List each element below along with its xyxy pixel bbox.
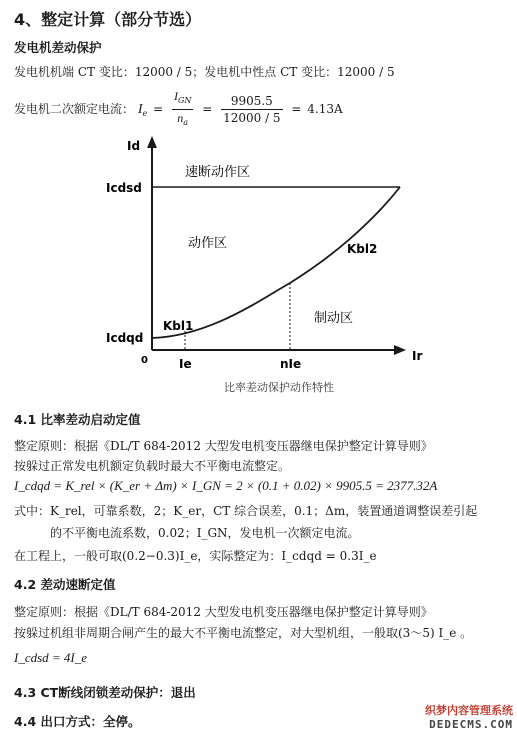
fraction-numeric — [221, 93, 282, 126]
fraction-symbolic — [172, 88, 193, 131]
ct-ratio-line: 发电机机端 CT 变比：12000 / 5；发电机中性点 CT 变比：12000 / 5 — [14, 65, 395, 79]
section-4-1-title: 4.1 比率差动启动定值 — [14, 412, 141, 427]
region-quick-trip: 速断动作区 — [185, 165, 251, 180]
s41-rule: 按躲过正常发电机额定负载时最大不平衡电流整定。 — [14, 459, 291, 473]
frac2-den: 12000 / 5 — [223, 111, 281, 125]
differential-characteristic-diagram — [0, 130, 517, 400]
x-axis-arrow — [394, 345, 406, 355]
s41-where-2: 的不平衡电流系数，0.02；I_GN，发电机一次额定电流。 — [50, 526, 360, 540]
watermark — [409, 704, 513, 734]
frac1-den: n — [177, 111, 184, 125]
frac1-num-sub: GN — [177, 96, 192, 105]
y-axis-label: Id — [127, 139, 141, 153]
s41-practice: 在工程上，一般可取(0.2−0.3)I_e，实际整定为：I_cdqd = 0.3I_e — [14, 549, 377, 563]
watermark-line-2: DEDECMS.COM — [429, 718, 513, 731]
region-operate: 动作区 — [188, 236, 228, 251]
region-restraint: 制动区 — [314, 311, 354, 326]
diagram-caption: 比率差动保护动作特性 — [224, 381, 334, 394]
frac1-num: I — [173, 89, 178, 103]
y-tick-icdqd: Icdqd — [106, 331, 144, 345]
x-axis-label: Ir — [412, 349, 423, 363]
s41-formula: I_cdqd = K_rel × (K_er + Δm) × I_GN = 2 × (0.1 + 0.02) × 9905.5 = 2377.32A — [14, 478, 438, 493]
secondary-current-formula: 发电机二次额定电流： $I_e$ = $\frac{I_{GN}}{n_a}$ = $\frac{9905.5}{12000 / 5}$ = 4.13A — [14, 88, 343, 131]
origin-label: 0 — [141, 355, 148, 366]
y-axis-arrow — [147, 136, 157, 148]
section-4-3-title: 4.3 CT断线闭锁差动保护：退出 — [14, 685, 196, 700]
s42-formula: I_cdsd = 4I_e — [14, 650, 88, 665]
formula-result: 4.13A — [307, 102, 343, 116]
x-tick-nie: nIe — [280, 357, 302, 371]
page-heading: 4、整定计算（部分节选） — [14, 10, 202, 29]
frac2-num: 9905.5 — [221, 93, 282, 110]
formula-lhs-sub: e — [142, 109, 148, 118]
operating-curve — [152, 187, 400, 338]
watermark-line-1: 织梦内容管理系统 — [425, 704, 513, 717]
section-title: 发电机差动保护 — [14, 40, 102, 55]
y-tick-icdsd: Icdsd — [106, 181, 142, 195]
section-4-4-title: 4.4 出口方式：全停。 — [14, 714, 141, 729]
s42-rule: 按躲过机组非周期合闸产生的最大不平衡电流整定，对大型机组，一般取(3～5) I_e 。 — [14, 626, 473, 640]
slope-label-kbl2: Kbl2 — [347, 242, 378, 256]
x-tick-ie: Ie — [179, 357, 192, 371]
s41-principle: 整定原则：根据《DL/T 684-2012 大型发电机变压器继电保护整定计算导则》 — [14, 439, 433, 453]
s42-principle: 整定原则：根据《DL/T 684-2012 大型发电机变压器继电保护整定计算导则》 — [14, 605, 433, 619]
slope-label-kbl1: Kbl1 — [163, 319, 194, 333]
secondary-current-label: 发电机二次额定电流： — [14, 102, 135, 116]
formula-lhs: I — [137, 102, 143, 117]
s41-where-1: 式中：K_rel，可靠系数，2；K_er，CT 综合误差，0.1；Δm，装置通道调整误差引起 — [14, 504, 478, 518]
section-4-2-title: 4.2 差动速断定值 — [14, 577, 116, 592]
frac1-den-sub: a — [183, 118, 189, 127]
